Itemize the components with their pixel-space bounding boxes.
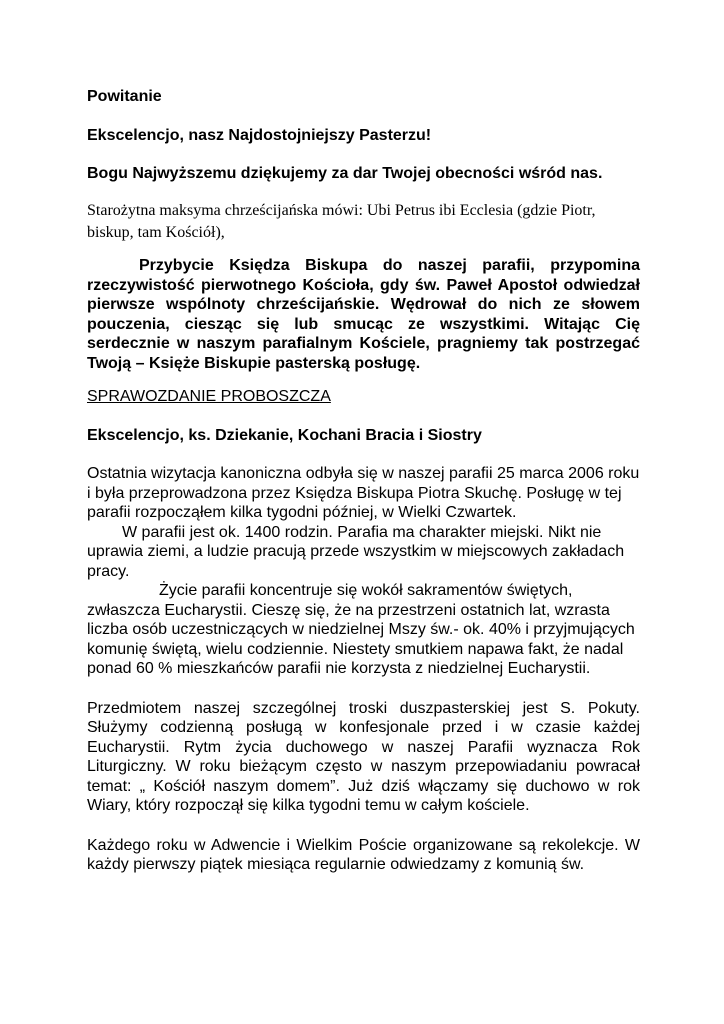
report-heading: SPRAWOZDANIE PROBOSZCZA [87,388,331,405]
families-paragraph: W parafii jest ok. 1400 rodzin. Parafia ma charakter miejski. Nikt nie uprawia ziemi, a ludzie pracują przede wszystkim w miejscowych zakładach pracy. [87,523,625,580]
document-page [87,80,640,875]
thanks-line: Bogu Najwyższemu dziękujemy za dar Twojej obecności wśród nas. [87,165,603,182]
bishop-address: Ekscelencjo, nasz Najdostojniejszy Pasterzu! [87,127,432,144]
parish-life-paragraph: Życie parafii koncentruje się wokół sakramentów świętych, zwłaszcza Eucharystii. Cieszę się, że na przestrzeni ostatnich lat, wzrasta liczba osób uczestniczących w niedzielnej Mszy św.- ok. 40% i przyjmujących komunię świętą, wielu codziennie. Niestety smutkiem napawa fakt, że nadal ponad 60 % mieszkańców parafii nie korzysta z niedzielnej Eucharystii. [87,582,635,677]
confession-paragraph: Przedmiotem naszej szczególnej troski duszpasterskiej jest S. Pokuty. Służymy codzienną posługą w konfesjonale przed i w czasie każdej Eucharystii. Rytm życia duchowego w naszej Parafii wyznacza Rok Liturgiczny. W roku bieżącym często w naszym przepowiadaniu powracał temat: „ Kościół naszym domem”. Już dziś włączamy się duchowo w rok Wiary, który rozpoczął się kilka tygodni temu w całym kościele. [87,699,640,814]
welcome-paragraph: Przybycie Księdza Biskupa do naszej parafii, przypomina rzeczywistość pierwotnego Kościoła, gdy św. Paweł Apostoł odwiedzał pierwsze wspólnoty chrześcijańskie. Wędrował do nich ze słowem pouczenia, ciesząc się lub smucąc ze wszystkimi. Witając Cię serdecznie w naszym parafialnym Kościele, pragniemy tak postrzegać Twoją – Księże Biskupie pasterską posługę. [87,257,640,372]
report-address: Ekscelencjo, ks. Dziekanie, Kochani Bracia i Siostry [87,427,482,444]
visit-paragraph: Ostatnia wizytacja kanoniczna odbyła się w naszej parafii 25 marca 2006 roku i była przeprowadzona przez Księdza Biskupa Piotra Skuchę. Posługę w tej parafii rozpocząłem kilka tygodni później, w Wielki Czwartek. [87,465,640,521]
greeting-title: Powitanie [87,88,162,105]
latin-maxim-paragraph: Starożytna maksyma chrześcijańska mówi: Ubi Petrus ibi Ecclesia (gdzie Piotr, biskup, tam Kościół), [87,202,596,241]
retreats-paragraph: Każdego roku w Adwencie i Wielkim Poście organizowane są rekolekcje. W każdy pierwszy piątek miesiąca regularnie odwiedzamy z komunią św. [87,836,640,873]
